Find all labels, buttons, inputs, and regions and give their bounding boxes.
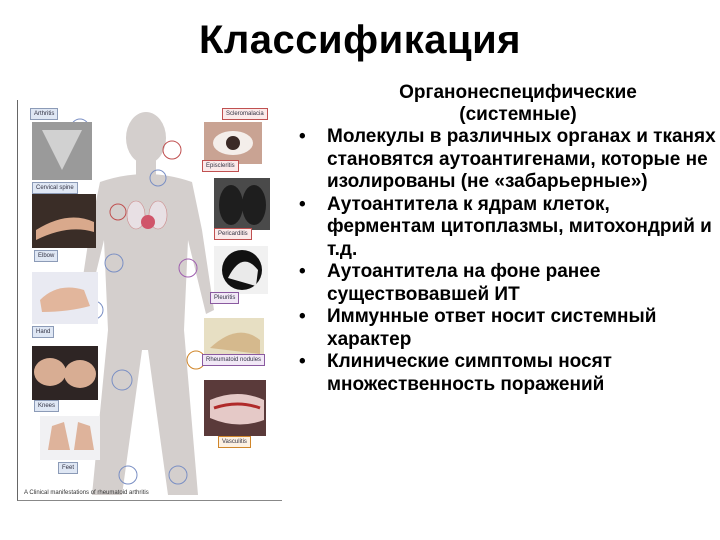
- subheading-line-2: (системные): [459, 104, 577, 125]
- bullet-list: [293, 126, 718, 396]
- bullet-item: [293, 126, 718, 194]
- bullet-item: [293, 261, 718, 306]
- label-knees: Knees: [34, 400, 59, 412]
- bullet-item: [293, 194, 718, 262]
- slide-title: Классификация: [198, 18, 522, 62]
- label-cervical-spine: Cervical spine: [32, 182, 78, 194]
- bullet-dot: •: [299, 126, 306, 147]
- bullet-text: Молекулы в различных органах и тканях становятся аутоантигенами, которые не изолированы (не «забарьерные»): [327, 126, 716, 192]
- clinical-manifestations-figure: [17, 100, 282, 501]
- bullet-item: [293, 351, 718, 396]
- bullet-text: Клинические симптомы носят множественность поражений: [327, 351, 612, 395]
- label-rheumatoid-nodules: Rheumatoid nodules: [202, 354, 265, 366]
- bullet-dot: •: [299, 351, 306, 372]
- bullet-text: Аутоантитела на фоне ранее существовавшей ИТ: [327, 261, 601, 305]
- label-pleuritis: Pleuritis: [210, 292, 239, 304]
- bullet-dot: •: [299, 306, 306, 327]
- bullet-item: [293, 306, 718, 351]
- bullet-text: Аутоантитела к ядрам клеток, ферментам цитоплазмы, митохондрий и т.д.: [327, 193, 712, 260]
- figure-caption: A Clinical manifestations of rheumatoid arthritis: [24, 490, 149, 496]
- label-episcleritis: Episcleritis: [202, 160, 239, 172]
- bullet-text: Иммунные ответ носит системный характер: [327, 306, 657, 350]
- label-scleritis: Scleromalacia: [222, 108, 268, 120]
- label-pericarditis: Pericarditis: [214, 228, 252, 240]
- bullet-dot: •: [299, 261, 306, 282]
- subheading-line-1: Органонеспецифические: [399, 82, 637, 103]
- label-arthritis: Arthritis: [30, 108, 58, 120]
- content-column: [293, 82, 718, 396]
- label-hand: Hand: [32, 326, 54, 338]
- subheading: [313, 82, 720, 126]
- bullet-dot: •: [299, 193, 306, 215]
- label-feet: Feet: [58, 462, 78, 474]
- label-elbow: Elbow: [34, 250, 58, 262]
- label-vasculitis: Vasculitis: [218, 436, 251, 448]
